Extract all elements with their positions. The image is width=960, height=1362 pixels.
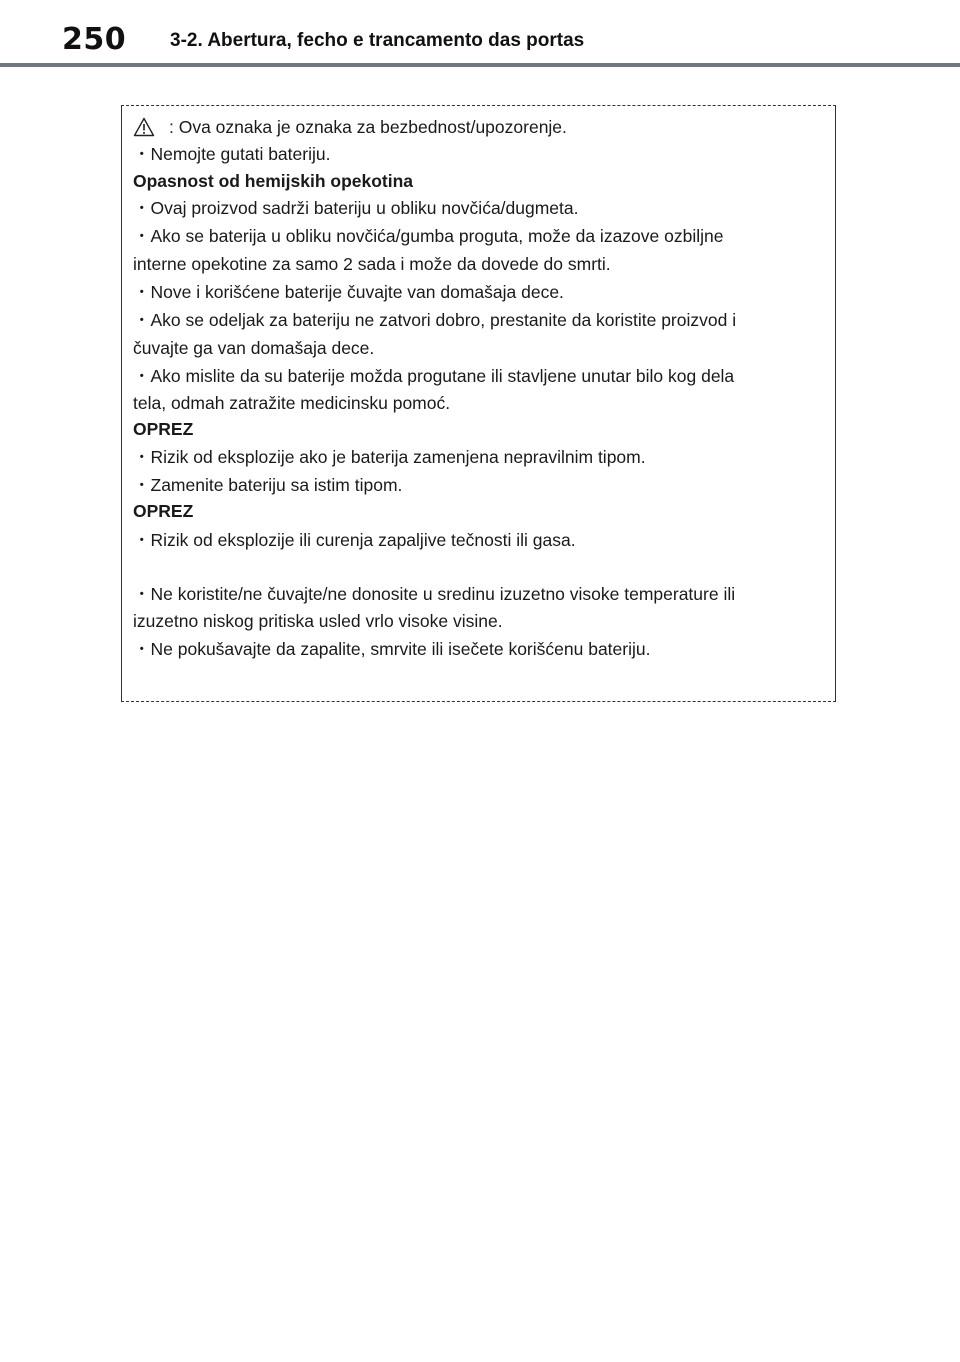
warning-heading: Opasnost od hemijskih opekotina [133,171,414,191]
page-number: 250 [62,22,127,57]
header-divider [0,63,960,67]
warning-line: ・Nemojte gutati bateriju. [133,144,331,164]
warning-line: ・Ako mislite da su baterije možda progutane ili stavljene unutar bilo kog dela [133,366,735,386]
warning-line: tela, odmah zatražite medicinsku pomoć. [133,393,451,413]
warning-line: ・Ne koristite/ne čuvajte/ne donosite u sredinu izuzetno visoke temperature ili [133,584,736,604]
warning-line: ・Rizik od eksplozije ili curenja zapaljive tečnosti ili gasa. [133,530,576,550]
warning-line: ・Ovaj proizvod sadrži bateriju u obliku novčića/dugmeta. [133,198,579,218]
warning-line: ・Nove i korišćene baterije čuvajte van domašaja dece. [133,282,564,302]
warning-line: ・Zamenite bateriju sa istim tipom. [133,475,403,495]
section-title: 3-2. Abertura, fecho e trancamento das portas [170,30,585,51]
warning-line: ・Ne pokušavajte da zapalite, smrvite ili isečete korišćenu bateriju. [133,639,651,659]
warning-line: ・Ako se baterija u obliku novčića/gumba proguta, može da izazove ozbiljne [133,226,724,246]
warning-triangle-icon [133,117,155,137]
warning-heading: OPREZ [133,501,194,521]
warning-legend-text: : Ova oznaka je oznaka za bezbednost/upozorenje. [169,117,567,137]
warning-line: ・Rizik od eksplozije ako je baterija zamenjena nepravilnim tipom. [133,447,646,467]
page-header [0,0,960,68]
warning-legend [133,116,567,138]
warning-line: interne opekotine za samo 2 sada i može da dovede do smrti. [133,254,611,274]
warning-line: izuzetno niskog pritiska usled vrlo visoke visine. [133,611,503,631]
warning-heading: OPREZ [133,419,194,439]
warning-line: čuvajte ga van domašaja dece. [133,338,375,358]
warning-line: ・Ako se odeljak za bateriju ne zatvori dobro, prestanite da koristite proizvod i [133,310,737,330]
